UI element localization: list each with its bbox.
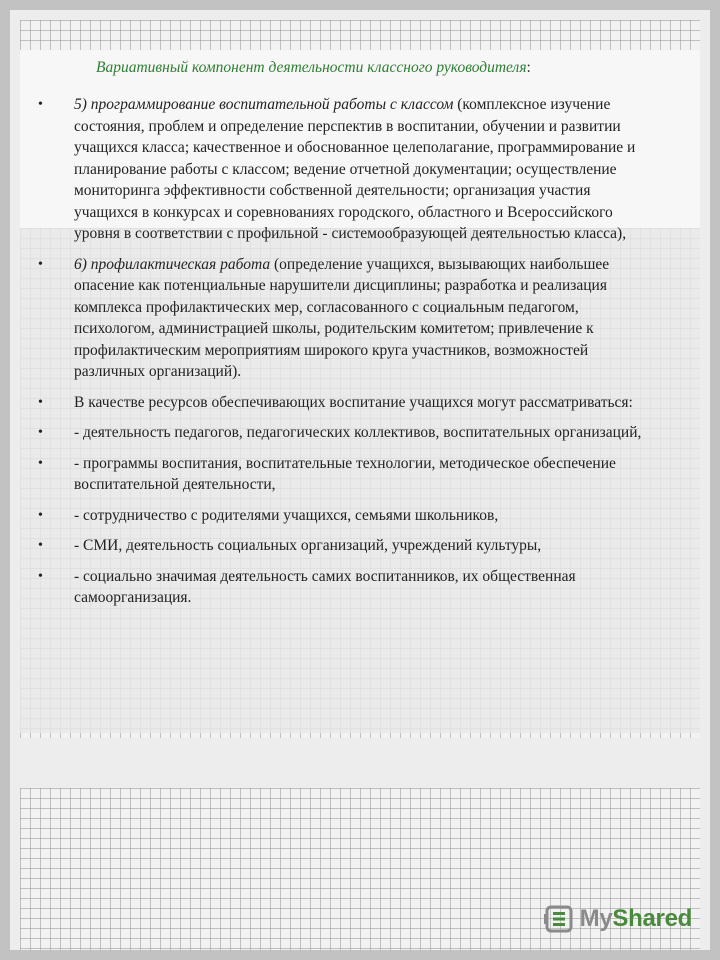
bullet-icon: • bbox=[38, 538, 43, 553]
list-item-text: - сотрудничество с родителями учащихся, семьями школьников, bbox=[74, 506, 499, 524]
list-item-text: В качестве ресурсов обеспечивающих воспитание учащихся могут рассматриваться: bbox=[74, 393, 633, 411]
list-item-text: - социально значимая деятельность самих воспитанников, их общественная самоорганизация. bbox=[74, 567, 576, 606]
list-item bbox=[38, 422, 650, 444]
grid-band-top bbox=[20, 20, 700, 50]
list-item-text: (комплексное изучение состояния, проблем и определение перспектив в воспитании, обучении и развитии учащихся класса; качественное и обоснованное целеполагание, программирование и планирование работы с классом; ведение отчетной документации; осуществление мониторинга эффективности собственной деятельности; организация участия учащихся в конкурсах и соревнованиях городского, областного и Всероссийского уровня в соответствии с профильной - системообразующей деятельностью класса), bbox=[74, 96, 636, 242]
list-item-text: - деятельность педагогов, педагогических коллективов, воспитательных организаций, bbox=[74, 424, 642, 441]
bullet-icon: • bbox=[38, 256, 43, 272]
brand-shared: Shared bbox=[612, 905, 692, 932]
list-item-text: - СМИ, деятельность социальных организаций, учреждений культуры, bbox=[74, 537, 542, 554]
bullet-icon: • bbox=[38, 568, 43, 584]
list-item bbox=[38, 505, 650, 527]
list-item bbox=[38, 566, 650, 609]
slide-title bbox=[96, 59, 676, 77]
bullet-icon: • bbox=[38, 507, 43, 523]
slide-title-text: Вариативный компонент деятельности классного руководителя bbox=[96, 59, 527, 76]
slide-title-colon: : bbox=[526, 59, 531, 76]
list-item bbox=[38, 453, 650, 496]
list-item-text: (определение учащихся, вызывающих наибольшее опасение как потенциальные нарушители дисциплины; разработка и реализация комплекса профилактических мер, согласованного с социальным педагогом, психологом, администрацией школы, родительским комитетом; привлечение к профилактическим мероприятиям широкого круга участников, возможностей различных организаций). bbox=[74, 255, 610, 380]
myshared-logo-icon bbox=[544, 904, 574, 934]
bullet-icon: • bbox=[38, 394, 43, 410]
myshared-watermark[interactable] bbox=[544, 904, 692, 934]
list-item-text: - программы воспитания, воспитательные технологии, методическое обеспечение воспитательной деятельности, bbox=[74, 454, 616, 493]
list-item bbox=[38, 535, 650, 557]
myshared-brand-text bbox=[580, 905, 692, 933]
list-item-lead: 5) программирование воспитательной работы с классом bbox=[74, 96, 454, 113]
brand-my: My bbox=[579, 905, 613, 932]
bullet-icon: • bbox=[38, 97, 43, 112]
list-item bbox=[38, 94, 650, 245]
bullet-icon: • bbox=[38, 455, 43, 471]
list-item bbox=[38, 254, 650, 383]
list-item bbox=[38, 392, 650, 414]
bullet-list bbox=[38, 94, 650, 618]
bullet-icon: • bbox=[38, 425, 43, 440]
list-item-lead: 6) профилактическая работа bbox=[74, 255, 271, 273]
